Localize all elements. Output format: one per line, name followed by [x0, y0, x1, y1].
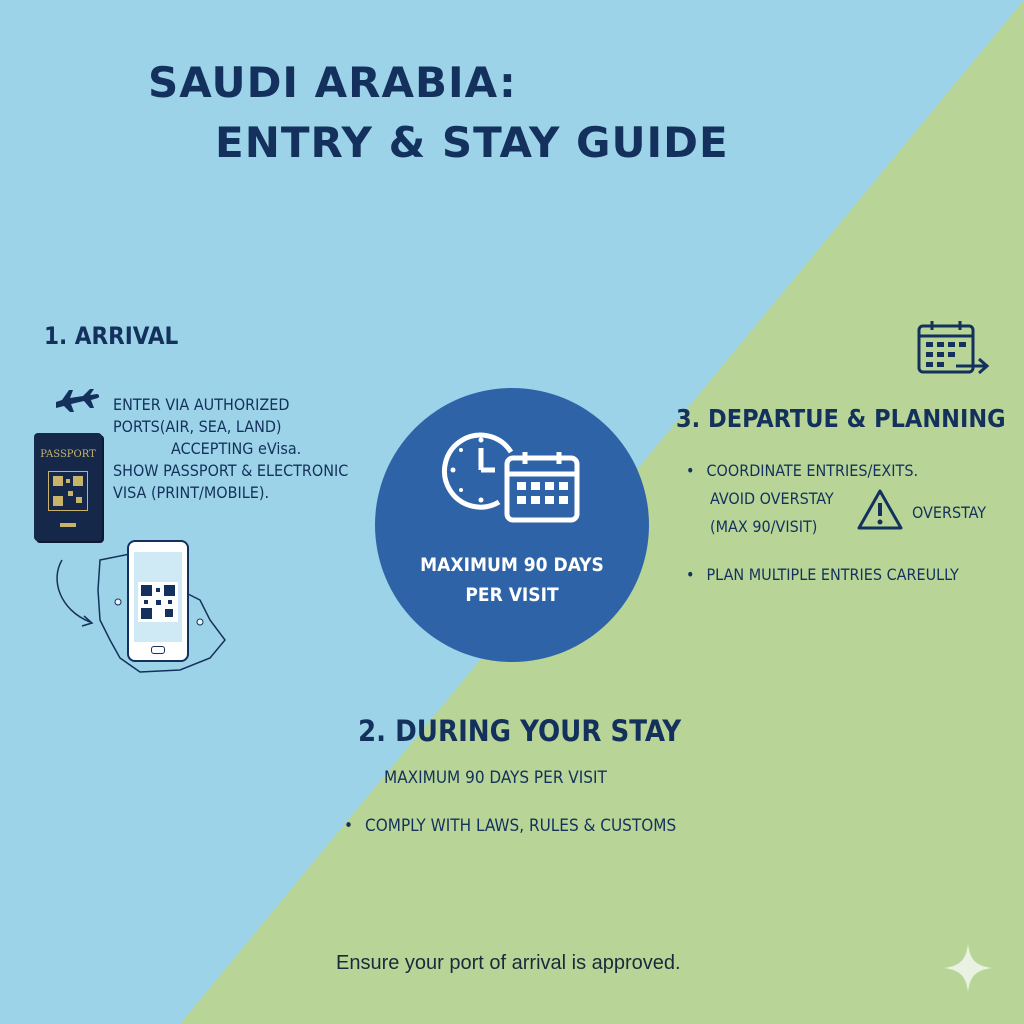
passport-icon: [34, 433, 102, 541]
arrival-line-1: ENTER VIA AUTHORIZED: [113, 395, 290, 414]
stay-bullet-text: COMPLY WITH LAWS, RULES & CUSTOMS: [365, 816, 677, 836]
overstay-label: OVERSTAY: [912, 503, 987, 522]
sparkle-icon: [942, 942, 994, 994]
arrival-line-2: PORTS(AIR, SEA, LAND): [113, 417, 282, 436]
arrival-text: [113, 394, 373, 504]
calendar-arrow-icon: [916, 320, 992, 376]
phone-qr-icon: [127, 540, 189, 662]
departure-bullet-1: [686, 460, 918, 482]
passport-label: PASSPORT: [40, 449, 96, 460]
title-line-1: SAUDI ARABIA:: [148, 58, 517, 107]
departure-line-2: AVOID OVERSTAY: [710, 489, 834, 508]
circle-line-1: MAXIMUM 90 DAYS: [420, 554, 604, 576]
departure-line-3: (MAX 90/VISIT): [710, 517, 818, 536]
departure-bullet-1-text: COORDINATE ENTRIES/EXITS.: [706, 461, 919, 480]
stay-subtitle: MAXIMUM 90 DAYS PER VISIT: [384, 768, 607, 788]
stay-heading: 2. DURING YOUR STAY: [358, 714, 682, 748]
calendar-icon: [503, 450, 581, 524]
arrival-line-5: VISA (PRINT/MOBILE).: [113, 483, 270, 502]
arrival-heading: 1. ARRIVAL: [44, 322, 179, 350]
stay-bullet: [344, 815, 676, 837]
phone-qr-code-icon: [138, 582, 178, 622]
warning-icon: [856, 488, 904, 532]
footer-note: Ensure your port of arrival is approved.: [336, 952, 681, 974]
passport-qr-icon: [48, 471, 88, 511]
title-line-2: ENTRY & STAY GUIDE: [215, 118, 729, 167]
arrival-line-3: ACCEPTING eVisa.: [171, 439, 302, 458]
airplane-icon: [54, 388, 100, 422]
circle-line-2: PER VISIT: [465, 584, 559, 606]
departure-bullet-2: [686, 564, 959, 586]
departure-bullet-2-text: PLAN MULTIPLE ENTRIES CAREULLY: [706, 565, 959, 584]
max-stay-circle: [375, 388, 649, 662]
arrival-line-4: SHOW PASSPORT & ELECTRONIC: [113, 461, 349, 480]
departure-heading: 3. DEPARTUE & PLANNING: [676, 404, 1006, 433]
